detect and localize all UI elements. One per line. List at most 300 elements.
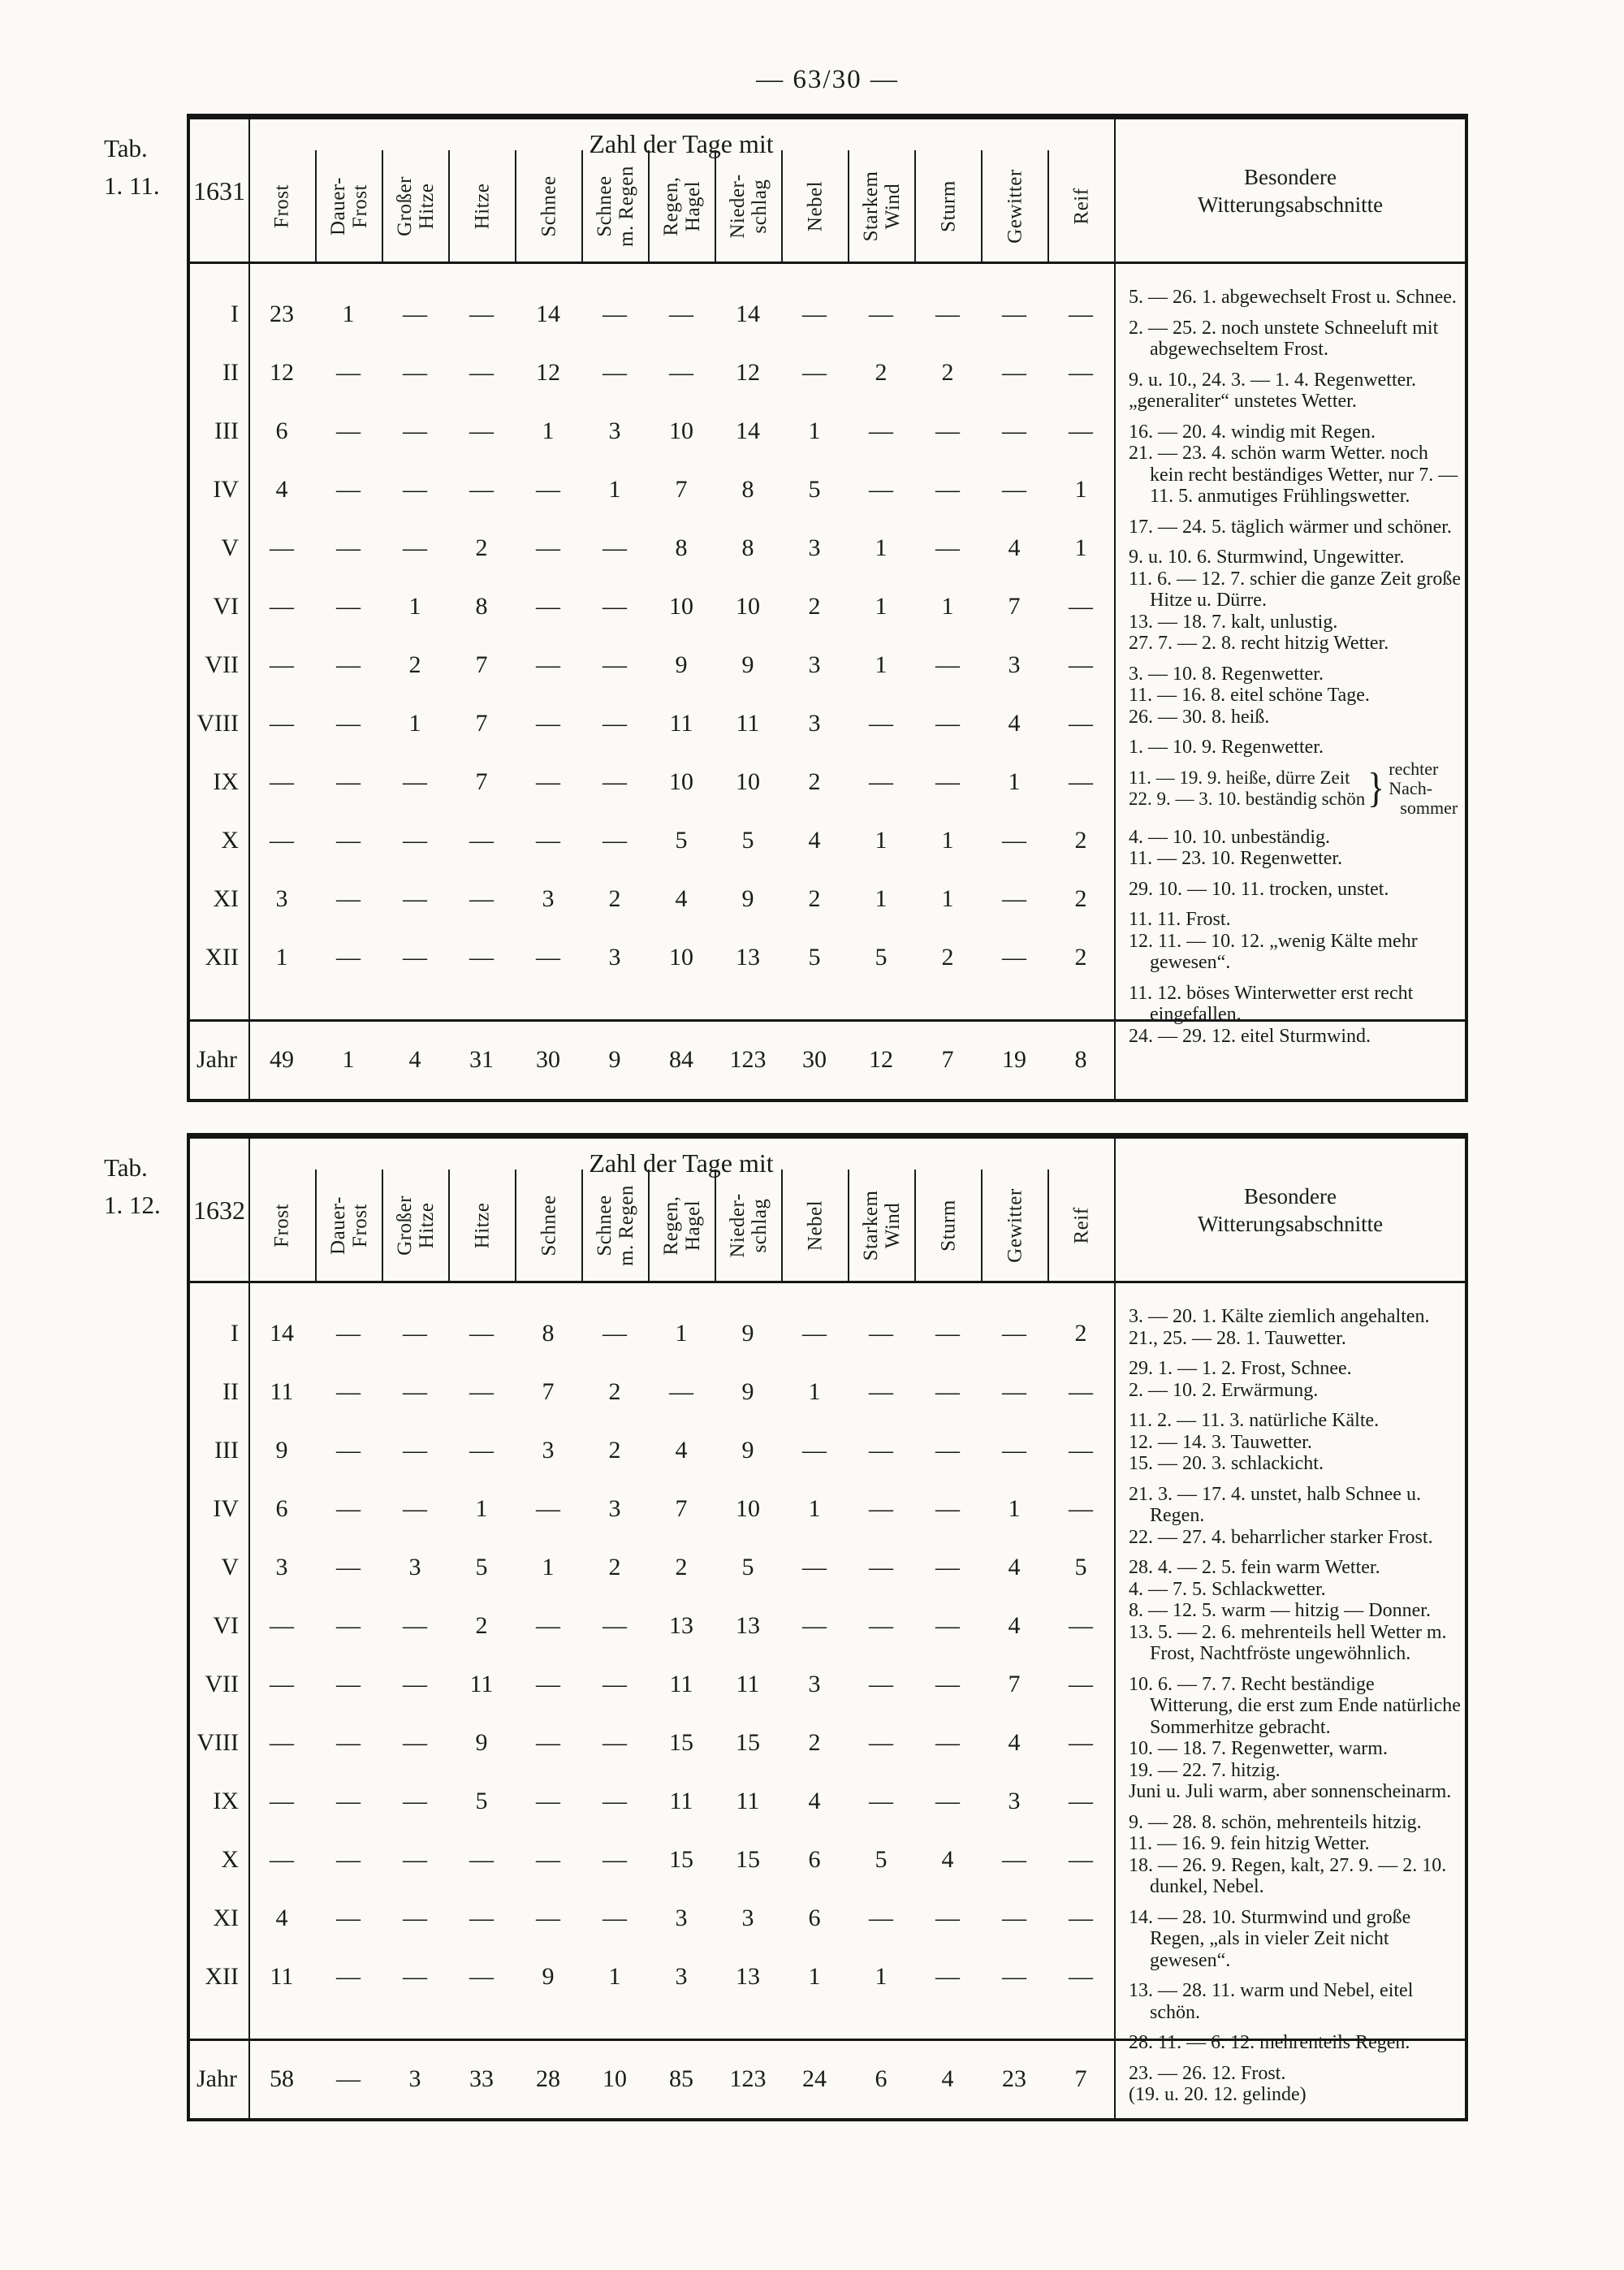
note-entry: 11. — 16. 8. eitel schöne Tage. (1129, 685, 1370, 706)
note-entry: (19. u. 20. 12. gelinde) (1129, 2084, 1307, 2105)
total-value-cell: 33 (469, 2065, 494, 2092)
column-header-text (805, 180, 827, 231)
month-cell: VI (213, 1612, 239, 1639)
value-cell: 6 (275, 1495, 288, 1522)
value-cell: — (536, 476, 560, 503)
note-entry: 29. 1. — 1. 2. Frost, Schnee. (1129, 1358, 1352, 1379)
column-header (515, 1170, 581, 1281)
value-cell: 1 (808, 1495, 821, 1522)
value-cell: — (935, 1378, 960, 1405)
column-header (448, 150, 515, 262)
value-cell: 1 (808, 1378, 821, 1405)
note-entry: 11. — 23. 10. Regenwetter. (1129, 848, 1343, 869)
table-row (190, 1363, 1116, 1421)
value-cell: — (336, 1495, 361, 1522)
value-cell: — (1002, 827, 1026, 854)
value-cell: 15 (736, 1729, 760, 1756)
table-row (190, 1831, 1116, 1889)
value-cell: — (270, 1846, 294, 1873)
value-cell: — (469, 1320, 494, 1347)
value-cell: 14 (736, 417, 760, 444)
note-entry: 9. u. 10. 6. Sturmwind, Ungewitter. (1129, 547, 1405, 568)
column-header-line: schlag (749, 179, 771, 233)
column-header-line: Starkem (860, 1190, 882, 1260)
value-cell: — (469, 827, 494, 854)
value-cell: 2 (608, 1437, 621, 1464)
value-cell: 5 (808, 476, 821, 503)
value-cell: — (802, 1612, 827, 1639)
value-cell: 1 (675, 1320, 688, 1347)
note-entry: 15. — 20. 3. schlackicht. (1129, 1453, 1324, 1474)
column-header-line: Starkem (860, 171, 882, 241)
column-header-line: Frost (270, 1203, 293, 1247)
value-cell: 2 (941, 944, 954, 971)
value-cell: — (1002, 944, 1026, 971)
notes-column-title (1116, 163, 1465, 218)
value-cell: — (603, 827, 627, 854)
note-entry: 13. — 18. 7. kalt, unlustig. (1129, 611, 1338, 633)
note-entry: 4. — 10. 10. unbeständig. (1129, 826, 1330, 848)
value-cell: — (669, 359, 693, 386)
month-cell: VIII (197, 710, 239, 737)
value-cell: 1 (275, 944, 288, 971)
value-cell: — (336, 593, 361, 620)
value-cell: 2 (608, 1378, 621, 1405)
value-cell: — (536, 827, 560, 854)
value-cell: 2 (475, 1612, 488, 1639)
value-cell: — (1069, 593, 1093, 620)
column-header-line: Hitze (471, 1202, 494, 1248)
value-cell: — (935, 534, 960, 561)
total-value-cell: 7 (941, 1046, 954, 1073)
value-cell: 11 (669, 1671, 693, 1697)
column-header (315, 1170, 382, 1281)
column-header-text (594, 166, 637, 247)
value-cell: — (336, 1729, 361, 1756)
column-header-line: Frost (270, 184, 293, 228)
note-entry: 13. — 28. 11. warm und Nebel, eitel schön. (1129, 1980, 1414, 2023)
table-row (190, 402, 1116, 460)
column-header (248, 1170, 315, 1281)
column-header-text (727, 1193, 771, 1257)
value-cell: 4 (275, 1905, 288, 1931)
column-header (1047, 150, 1114, 262)
value-cell: 1 (542, 1554, 555, 1580)
column-header-line: schlag (749, 1198, 771, 1252)
total-label: Jahr (197, 1046, 237, 1073)
value-cell: — (536, 1495, 560, 1522)
note-group (1129, 1980, 1462, 2023)
value-cell: 7 (475, 768, 488, 795)
note-entry: 9. u. 10., 24. 3. — 1. 4. Regenwetter. (1129, 369, 1416, 391)
value-cell: — (1069, 768, 1093, 795)
value-cell: 1 (542, 417, 555, 444)
table-row (190, 1421, 1116, 1480)
value-cell: 1 (608, 1963, 621, 1990)
value-cell: — (403, 1846, 427, 1873)
value-cell: — (935, 1612, 960, 1639)
value-cell: — (603, 1320, 627, 1347)
value-cell: — (270, 534, 294, 561)
value-cell: 11 (736, 1788, 760, 1814)
value-cell: — (336, 1905, 361, 1931)
value-cell: 2 (608, 1554, 621, 1580)
note-entry: Juni u. Juli warm, aber sonnenscheinarm. (1129, 1781, 1452, 1802)
value-cell: 4 (675, 885, 688, 912)
note-group (1129, 664, 1462, 729)
value-cell: — (1002, 1437, 1026, 1464)
column-header-line: Hitze (471, 183, 494, 229)
value-cell: — (469, 301, 494, 327)
table-frame (187, 1133, 1468, 2121)
value-cell: — (336, 651, 361, 678)
value-cell: — (336, 1437, 361, 1464)
column-header-text (938, 1200, 960, 1252)
value-cell: — (669, 301, 693, 327)
column-header-text (327, 177, 371, 236)
value-cell: — (935, 301, 960, 327)
column-header (848, 150, 914, 262)
brace-right-line: sommer (1400, 797, 1458, 818)
value-cell: — (802, 1437, 827, 1464)
value-cell: 3 (675, 1905, 688, 1931)
value-cell: 4 (275, 476, 288, 503)
value-cell: 5 (1074, 1554, 1087, 1580)
value-cell: 11 (669, 710, 693, 737)
month-cell: IX (213, 768, 239, 795)
value-cell: — (1069, 301, 1093, 327)
table-row (190, 1304, 1116, 1363)
column-header-line: Nieder- (727, 1192, 749, 1258)
column-header-text (394, 1196, 438, 1256)
note-group (1129, 1306, 1462, 1349)
value-cell: — (336, 1671, 361, 1697)
value-cell: 2 (875, 359, 888, 386)
value-cell: — (403, 1905, 427, 1931)
note-entry: 11. — 16. 9. fein hitzig Wetter. (1129, 1833, 1370, 1854)
value-cell: — (935, 1495, 960, 1522)
value-cell: 2 (608, 885, 621, 912)
value-cell: — (1002, 359, 1026, 386)
value-cell: 2 (675, 1554, 688, 1580)
column-header (781, 1170, 848, 1281)
brace-icon: } (1367, 764, 1385, 811)
value-cell: 1 (808, 417, 821, 444)
note-entry: 28. 4. — 2. 5. fein warm Wetter. (1129, 1557, 1380, 1578)
value-cell: — (603, 651, 627, 678)
value-cell: — (869, 1729, 893, 1756)
value-cell: 1 (875, 534, 888, 561)
value-cell: 15 (669, 1729, 693, 1756)
value-cell: — (336, 827, 361, 854)
value-cell: — (336, 710, 361, 737)
column-header (781, 150, 848, 262)
month-cell: VI (213, 593, 239, 620)
note-entry: 10. — 18. 7. Regenwetter, warm. (1129, 1738, 1388, 1759)
value-cell: 5 (675, 827, 688, 854)
value-cell: — (1069, 1788, 1093, 1814)
value-cell: — (1069, 1905, 1093, 1931)
column-header-text (538, 1195, 560, 1256)
value-cell: 2 (808, 768, 821, 795)
value-cell: — (802, 1554, 827, 1580)
table-body (190, 1283, 1116, 2006)
value-cell: — (403, 827, 427, 854)
value-cell: 9 (475, 1729, 488, 1756)
value-cell: — (270, 1671, 294, 1697)
value-cell: — (1002, 885, 1026, 912)
notes-title-line: Witterungsabschnitte (1197, 192, 1384, 217)
value-cell: — (1002, 1320, 1026, 1347)
value-cell: 3 (808, 710, 821, 737)
value-cell: — (403, 885, 427, 912)
value-cell: 1 (1008, 1495, 1021, 1522)
value-cell: — (603, 710, 627, 737)
value-cell: — (536, 768, 560, 795)
value-cell: — (603, 1612, 627, 1639)
month-cell: II (222, 359, 239, 386)
value-cell: — (935, 1320, 960, 1347)
column-header-text (660, 176, 704, 236)
value-cell: — (935, 476, 960, 503)
column-header-line: m. Regen (615, 1184, 637, 1266)
value-cell: — (270, 768, 294, 795)
column-header-line: Dauer- (327, 1196, 349, 1255)
value-cell: — (469, 417, 494, 444)
note-group (1129, 422, 1462, 508)
value-cell: 8 (741, 476, 754, 503)
note-group (1129, 370, 1462, 413)
value-cell: — (935, 768, 960, 795)
column-header-line: Dauer- (327, 176, 349, 236)
column-header (914, 150, 981, 262)
value-cell: 1 (875, 885, 888, 912)
note-entry: 18. — 26. 9. Regen, kalt, 27. 9. — 2. 10. dunkel, Nebel. (1129, 1854, 1447, 1897)
month-cell: IV (213, 1495, 239, 1522)
value-cell: — (603, 768, 627, 795)
month-cell: XI (213, 885, 239, 912)
column-header-text (660, 1196, 704, 1255)
value-cell: — (1069, 1612, 1093, 1639)
note-group (1129, 1557, 1462, 1665)
value-cell: 1 (608, 476, 621, 503)
note-entry: 12. — 14. 3. Tauwetter. (1129, 1431, 1312, 1453)
value-cell: — (336, 1963, 361, 1990)
value-cell: 1 (941, 885, 954, 912)
note-entry: 11. 12. böses Winterwetter erst recht eingefallen. (1129, 982, 1414, 1025)
brace-right-line: Nach- (1389, 777, 1433, 798)
notes-title-line: Besondere (1244, 165, 1337, 189)
value-cell: 2 (808, 593, 821, 620)
value-cell: 6 (275, 417, 288, 444)
value-cell: — (1069, 710, 1093, 737)
value-cell: 13 (669, 1612, 693, 1639)
note-group (1129, 2032, 1462, 2054)
value-cell: — (869, 1905, 893, 1931)
column-header-line: Schnee (538, 1194, 560, 1256)
month-cell: IV (213, 476, 239, 503)
value-cell: — (469, 1963, 494, 1990)
value-cell: 3 (275, 885, 288, 912)
value-cell: 4 (941, 1846, 954, 1873)
column-header-text (727, 174, 771, 238)
note-entry: 3. — 10. 8. Regenwetter. (1129, 663, 1324, 685)
value-cell: 8 (675, 534, 688, 561)
note-group (1129, 1674, 1462, 1803)
weather-table-1631 (104, 114, 1468, 1102)
tab-label-line: Tab. (104, 1153, 148, 1182)
value-cell: 12 (536, 359, 560, 386)
value-cell: — (935, 1788, 960, 1814)
value-cell: — (336, 1320, 361, 1347)
column-header (382, 150, 448, 262)
month-cell: XII (205, 1963, 239, 1990)
value-cell: — (403, 1612, 427, 1639)
column-header (248, 150, 315, 262)
column-header (448, 1170, 515, 1281)
value-cell: 11 (270, 1378, 294, 1405)
value-cell: 14 (270, 1320, 294, 1347)
month-cell: VII (205, 651, 239, 678)
month-cell: XI (213, 1905, 239, 1931)
columns-span-title: Zahl der Tage mit (589, 1148, 774, 1178)
column-header-text (805, 1200, 827, 1250)
value-cell: — (1069, 651, 1093, 678)
tab-label-line: 1. 11. (104, 171, 160, 200)
value-cell: 11 (736, 1671, 760, 1697)
value-cell: — (935, 1554, 960, 1580)
notes-title-line: Witterungsabschnitte (1197, 1212, 1384, 1236)
value-cell: 1 (875, 593, 888, 620)
total-value-cell: 6 (875, 2065, 888, 2092)
value-cell: — (935, 710, 960, 737)
value-cell: 2 (1074, 1320, 1087, 1347)
total-value-cell: 31 (469, 1046, 494, 1073)
value-cell: — (270, 1788, 294, 1814)
value-cell: 3 (408, 1554, 421, 1580)
total-value-cell: 4 (941, 2065, 954, 2092)
value-cell: 3 (608, 1495, 621, 1522)
month-cell: V (221, 534, 239, 561)
note-group (1129, 983, 1462, 1048)
value-cell: 7 (475, 710, 488, 737)
total-value-cell: 12 (869, 1046, 893, 1073)
value-cell: 4 (1008, 1554, 1021, 1580)
value-cell: — (403, 1788, 427, 1814)
table-frame (187, 114, 1468, 1102)
column-header-line: Nieder- (727, 173, 749, 239)
value-cell: 3 (275, 1554, 288, 1580)
value-cell: 2 (1074, 885, 1087, 912)
value-cell: — (403, 1963, 427, 1990)
tab-label (104, 1149, 182, 1224)
total-value-cell: 10 (603, 2065, 627, 2092)
value-cell: — (603, 359, 627, 386)
value-cell: 10 (669, 417, 693, 444)
table-row (190, 928, 1116, 987)
month-cell: X (221, 1846, 239, 1873)
value-cell: — (336, 768, 361, 795)
value-cell: 5 (808, 944, 821, 971)
month-cell: II (222, 1378, 239, 1405)
value-cell: — (403, 476, 427, 503)
value-cell: — (403, 1729, 427, 1756)
value-cell: 8 (475, 593, 488, 620)
table-row (190, 1714, 1116, 1772)
value-cell: — (270, 1612, 294, 1639)
value-cell: — (603, 1788, 627, 1814)
table-row (190, 870, 1116, 928)
table-body (190, 264, 1116, 987)
value-cell: — (869, 301, 893, 327)
note-group (1129, 737, 1462, 818)
column-header (581, 150, 648, 262)
total-value-cell: 23 (1002, 2065, 1026, 2092)
column-header-line: m. Regen (615, 165, 637, 247)
value-cell: 2 (1074, 827, 1087, 854)
table-row (190, 1480, 1116, 1538)
value-cell: — (869, 476, 893, 503)
value-cell: 4 (1008, 534, 1021, 561)
column-header-line: Großer (394, 175, 416, 236)
value-cell: 23 (270, 301, 294, 327)
value-cell: — (669, 1378, 693, 1405)
total-value-cell: 1 (342, 1046, 355, 1073)
weather-table-1632 (104, 1133, 1468, 2121)
value-cell: 3 (608, 417, 621, 444)
value-cell: — (935, 1963, 960, 1990)
table-row (190, 577, 1116, 636)
value-cell: 13 (736, 1612, 760, 1639)
note-group (1129, 1484, 1462, 1549)
total-label: Jahr (197, 2065, 237, 2092)
total-value-cell: 9 (608, 1046, 621, 1073)
value-cell: 3 (1008, 1788, 1021, 1814)
value-cell: — (270, 1729, 294, 1756)
value-cell: — (536, 1846, 560, 1873)
note-entry: 5. — 26. 1. abgewechselt Frost u. Schnee. (1129, 287, 1457, 308)
column-header-text (472, 183, 494, 229)
note-group (1129, 287, 1462, 309)
value-cell: 3 (542, 1437, 555, 1464)
column-header (848, 1170, 914, 1281)
value-cell: 2 (1074, 944, 1087, 971)
note-entry: 22. — 27. 4. beharrlicher starker Frost. (1129, 1526, 1433, 1548)
note-entry: 13. 5. — 2. 6. mehrenteils hell Wetter m. Frost, Nachtfröste ungewöhnlich. (1129, 1621, 1447, 1664)
totals-row (190, 1031, 1116, 1089)
value-cell: — (469, 944, 494, 971)
month-cell: III (214, 1437, 239, 1464)
column-header (1047, 1170, 1114, 1281)
column-header-text (327, 1196, 371, 1255)
value-cell: — (536, 1905, 560, 1931)
note-group (1129, 318, 1462, 361)
column-header-text (1071, 1207, 1093, 1243)
table-row (190, 636, 1116, 694)
table-row (190, 460, 1116, 519)
column-header (715, 150, 781, 262)
note-group (1129, 1410, 1462, 1475)
value-cell: 1 (342, 301, 355, 327)
note-entry: 2. — 25. 2. noch unstete Schneeluft mit abgewechseltem Frost. (1129, 317, 1439, 360)
month-cell: I (231, 1320, 239, 1347)
value-cell: 4 (808, 827, 821, 854)
value-cell: — (1069, 1495, 1093, 1522)
total-value-cell: 4 (408, 1046, 421, 1073)
column-header-text (594, 1185, 637, 1266)
column-header-line: Sturm (937, 179, 960, 232)
note-entry: 26. — 30. 8. heiß. (1129, 706, 1270, 728)
